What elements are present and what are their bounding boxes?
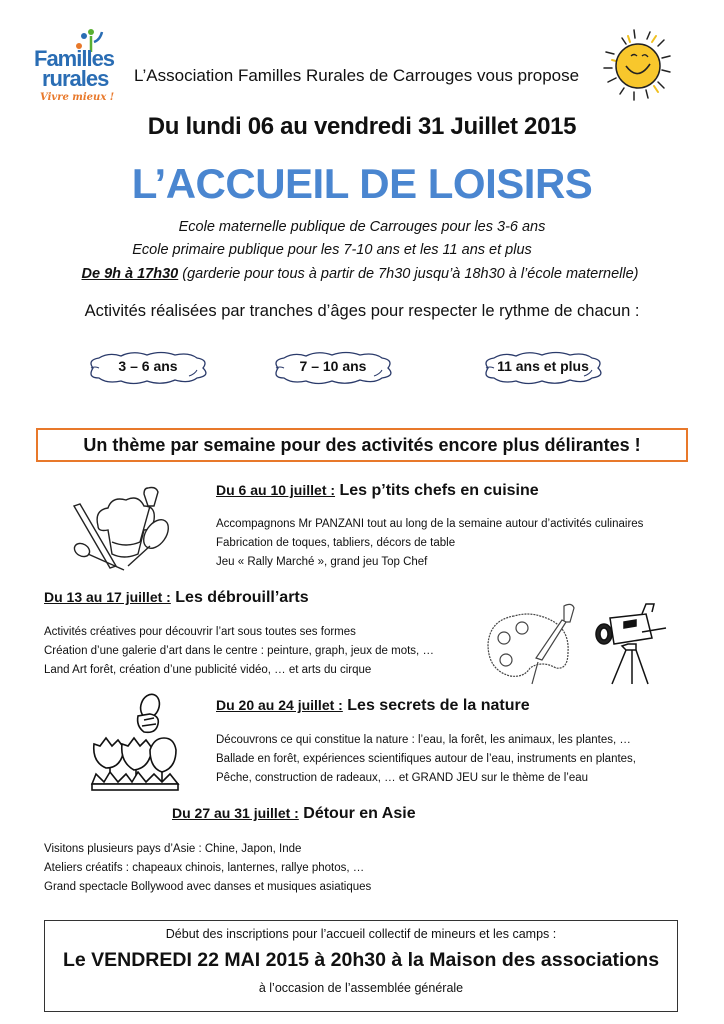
age-group-label: 11 ans et plus — [497, 358, 589, 374]
week-detail-line: Découvrons ce qui constitue la nature : l’eau, la forêt, les animaux, les plantes, … — [216, 734, 631, 746]
inscriptions-box — [44, 920, 678, 1012]
week-detail-line: Visitons plusieurs pays d’Asie : Chine, Japon, Inde — [44, 843, 302, 855]
week-theme: Les p’tits chefs en cuisine — [335, 482, 539, 499]
week-detail-line: Ateliers créatifs : chapeaux chinois, lanternes, rallye photos, … — [44, 862, 365, 874]
age-group-label: 7 – 10 ans — [299, 358, 367, 374]
video-camera-icon — [592, 600, 672, 686]
week-detail-line: Grand spectacle Bollywood avec danses et musiques asiatiques — [44, 881, 372, 893]
week-detail-line: Land Art forêt, création d’une publicité vidéo, … et arts du cirque — [44, 664, 372, 676]
logo-line2: rurales — [42, 66, 109, 91]
week-2-title — [44, 589, 309, 607]
hours-line — [0, 266, 722, 282]
cooking-utensils-icon — [68, 484, 178, 574]
inscriptions-occasion: à l’occasion de l’assemblée générale — [258, 981, 464, 995]
logo-tagline: Vivre mieux ! — [40, 92, 115, 103]
week-detail-line: Fabrication de toques, tabliers, décors de table — [216, 537, 456, 549]
age-group-cloud — [480, 350, 606, 386]
age-group-cloud — [270, 350, 396, 386]
week-detail-line: Jeu « Rally Marché », grand jeu Top Chef — [216, 556, 428, 568]
week-1-title — [216, 482, 539, 500]
sun-icon — [592, 26, 692, 106]
week-detail-line: Pêche, construction de radeaux, … et GRAND JEU sur le thème de l’eau — [216, 772, 589, 784]
week-4-title — [172, 805, 416, 823]
week-dates: Du 13 au 17 juillet : — [44, 589, 171, 605]
week-4-details — [44, 840, 371, 897]
garderie-note: (garderie pour tous à partir de 7h30 jusqu’à 18h30 à l’école maternelle) — [178, 266, 639, 282]
week-dates: Du 6 au 10 juillet : — [216, 482, 336, 498]
association-intro: L’Association Familles Rurales de Carrouges vous propose — [134, 66, 580, 85]
week-dates: Du 27 au 31 juillet : — [172, 805, 299, 821]
theme-banner — [36, 428, 688, 462]
activities-intro: Activités réalisées par tranches d’âges pour respecter le rythme de chacun : — [84, 302, 640, 320]
page-title: L’ACCUEIL DE LOISIRS — [131, 160, 593, 207]
location-primaire: Ecole primaire publique pour les 7-10 ans et les 11 ans et plus — [132, 242, 532, 258]
age-group-cloud — [85, 350, 211, 386]
week-detail-line: Accompagnons Mr PANZANI tout au long de la semaine autour d’activités culinaires — [216, 518, 644, 530]
week-detail-line: Activités créatives pour découvrir l’art sous toutes ses formes — [44, 626, 356, 638]
week-theme: Les secrets de la nature — [342, 697, 530, 714]
week-detail-line: Ballade en forêt, expériences scientifiques autour de l’eau, instruments en plantes, — [216, 753, 637, 765]
inscriptions-intro: Début des inscriptions pour l’accueil collectif de mineurs et les camps : — [165, 927, 557, 941]
inscriptions-event: Le VENDREDI 22 MAI 2015 à 20h30 à la Maison des associations — [62, 949, 660, 971]
event-dates: Du lundi 06 au vendredi 31 Juillet 2015 — [147, 113, 577, 140]
hours: De 9h à 17h30 — [81, 266, 179, 282]
location-maternelle: Ecole maternelle publique de Carrouges pour les 3-6 ans — [178, 219, 546, 235]
age-group-label: 3 – 6 ans — [118, 358, 178, 374]
week-detail-line: Création d’une galerie d’art dans le centre : peinture, graph, jeux de mots, … — [44, 645, 434, 657]
tulips-bee-icon — [88, 688, 184, 792]
week-3-title — [216, 697, 530, 715]
logo-line1: Familles — [34, 46, 115, 71]
week-dates: Du 20 au 24 juillet : — [216, 697, 343, 713]
week-3-details — [216, 731, 636, 788]
week-1-details — [216, 515, 643, 572]
week-theme: Les débrouill’arts — [170, 589, 309, 606]
familles-rurales-logo — [34, 28, 120, 106]
paint-palette-icon — [484, 600, 580, 686]
week-2-details — [44, 623, 434, 680]
theme-banner-text: Un thème par semaine pour des activités encore plus délirantes ! — [83, 435, 641, 455]
week-theme: Détour en Asie — [298, 805, 416, 822]
